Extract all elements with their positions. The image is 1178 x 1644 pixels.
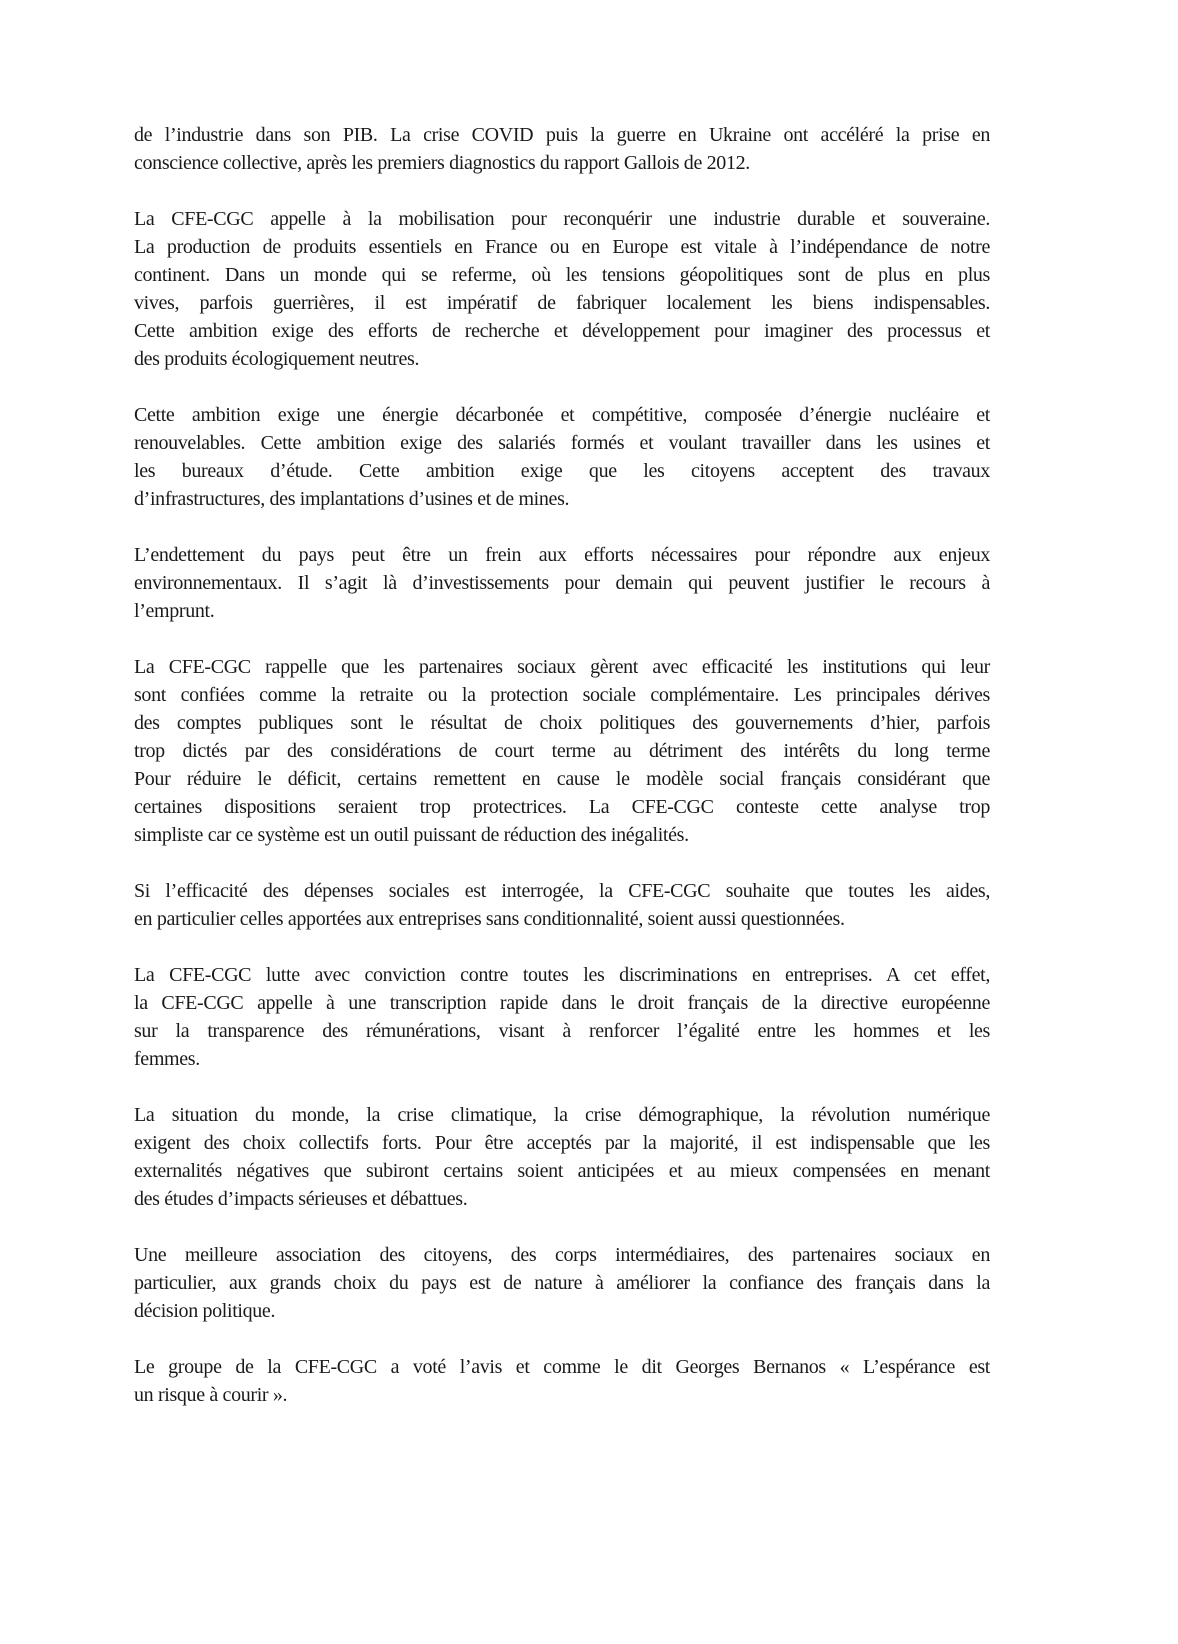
line-text: La situation du monde, la crise climatique, la crise démographique, la révolution numérique <box>134 1104 990 1126</box>
text-line <box>134 149 990 177</box>
text-line <box>134 457 990 485</box>
text-line <box>134 233 990 261</box>
paragraph <box>134 877 990 933</box>
line-text: l’emprunt. <box>134 600 215 622</box>
line-text: la CFE-CGC appelle à une transcription rapide dans le droit français de la directive européenne <box>134 992 990 1014</box>
line-text: L’endettement du pays peut être un frein aux efforts nécessaires pour répondre aux enjeux <box>134 544 990 566</box>
line-text: La CFE-CGC rappelle que les partenaires sociaux gèrent avec efficacité les institutions qui leur <box>134 656 990 678</box>
line-text: Une meilleure association des citoyens, des corps intermédiaires, des partenaires sociaux en <box>134 1244 990 1266</box>
line-text: continent. Dans un monde qui se referme, où les tensions géopolitiques sont de plus en plus <box>134 264 990 286</box>
line-text: d’infrastructures, des implantations d’usines et de mines. <box>134 488 570 510</box>
text-line <box>134 765 990 793</box>
paragraph <box>134 1241 990 1325</box>
line-text: vives, parfois guerrières, il est impératif de fabriquer localement les biens indispensables. <box>134 292 990 314</box>
text-line <box>134 205 990 233</box>
text-line <box>134 261 990 289</box>
text-line <box>134 1381 990 1409</box>
text-line <box>134 821 990 849</box>
line-text: décision politique. <box>134 1300 276 1322</box>
line-text: renouvelables. Cette ambition exige des salariés formés et voulant travailler dans les usines et <box>134 432 990 454</box>
line-text: de l’industrie dans son PIB. La crise COVID puis la guerre en Ukraine ont accéléré la prise en <box>134 124 990 146</box>
line-text: Pour réduire le déficit, certains remettent en cause le modèle social français considérant que <box>134 768 990 790</box>
text-line <box>134 905 990 933</box>
line-text: un risque à courir ». <box>134 1384 288 1406</box>
line-text: conscience collective, après les premiers diagnostics du rapport Gallois de 2012. <box>134 152 750 174</box>
text-line <box>134 317 990 345</box>
paragraph <box>134 653 990 849</box>
line-text: particulier, aux grands choix du pays est de nature à améliorer la confiance des français dans la <box>134 1272 990 1294</box>
line-text: trop dictés par des considérations de court terme au détriment des intérêts du long terme <box>134 740 990 762</box>
text-line <box>134 121 990 149</box>
text-line <box>134 401 990 429</box>
text-line <box>134 709 990 737</box>
text-line <box>134 1185 990 1213</box>
text-line <box>134 1241 990 1269</box>
line-text: sur la transparence des rémunérations, visant à renforcer l’égalité entre les hommes et les <box>134 1020 990 1042</box>
text-line <box>134 1297 990 1325</box>
line-text: sont confiées comme la retraite ou la protection sociale complémentaire. Les principales dérives <box>134 684 990 706</box>
line-text: exigent des choix collectifs forts. Pour être acceptés par la majorité, il est indispensable que les <box>134 1132 990 1154</box>
line-text: Cette ambition exige une énergie décarbonée et compétitive, composée d’énergie nucléaire et <box>134 404 990 426</box>
paragraph <box>134 961 990 1073</box>
line-text: femmes. <box>134 1048 200 1070</box>
line-text: Le groupe de la CFE-CGC a voté l’avis et comme le dit Georges Bernanos « L’espérance est <box>134 1356 990 1378</box>
text-line <box>134 597 990 625</box>
line-text: environnementaux. Il s’agit là d’investissements pour demain qui peuvent justifier le recours à <box>134 572 990 594</box>
text-line <box>134 345 990 373</box>
line-text: La production de produits essentiels en France ou en Europe est vitale à l’indépendance de notre <box>134 236 990 258</box>
text-line <box>134 1157 990 1185</box>
text-line <box>134 793 990 821</box>
text-line <box>134 541 990 569</box>
text-line <box>134 485 990 513</box>
text-line <box>134 1017 990 1045</box>
text-line <box>134 1129 990 1157</box>
line-text: des comptes publiques sont le résultat de choix politiques des gouvernements d’hier, parfois <box>134 712 990 734</box>
text-line <box>134 1045 990 1073</box>
paragraph <box>134 541 990 625</box>
paragraph <box>134 121 990 177</box>
line-text: les bureaux d’étude. Cette ambition exige que les citoyens acceptent des travaux <box>134 460 990 482</box>
line-text: certaines dispositions seraient trop protectrices. La CFE-CGC conteste cette analyse trop <box>134 796 990 818</box>
line-text: des études d’impacts sérieuses et débattues. <box>134 1188 468 1210</box>
line-text: externalités négatives que subiront certains soient anticipées et au mieux compensées en menant <box>134 1160 990 1182</box>
text-line <box>134 569 990 597</box>
text-line <box>134 961 990 989</box>
line-text: des produits écologiquement neutres. <box>134 348 420 370</box>
paragraph <box>134 1353 990 1409</box>
text-line <box>134 289 990 317</box>
line-text: La CFE-CGC lutte avec conviction contre toutes les discriminations en entreprises. A cet effet, <box>134 964 990 986</box>
paragraph <box>134 1101 990 1213</box>
line-text: La CFE-CGC appelle à la mobilisation pour reconquérir une industrie durable et souveraine. <box>134 208 990 230</box>
paragraph <box>134 401 990 513</box>
text-line <box>134 1269 990 1297</box>
line-text: Cette ambition exige des efforts de recherche et développement pour imaginer des processus et <box>134 320 990 342</box>
line-text: Si l’efficacité des dépenses sociales est interrogée, la CFE-CGC souhaite que toutes les aides, <box>134 880 990 902</box>
line-text: en particulier celles apportées aux entreprises sans conditionnalité, soient aussi questionnées. <box>134 908 845 930</box>
text-line <box>134 737 990 765</box>
text-line <box>134 877 990 905</box>
document-page <box>134 121 990 1437</box>
text-line <box>134 653 990 681</box>
text-line <box>134 681 990 709</box>
text-line <box>134 989 990 1017</box>
text-line <box>134 429 990 457</box>
line-text: simpliste car ce système est un outil puissant de réduction des inégalités. <box>134 824 689 846</box>
text-line <box>134 1101 990 1129</box>
paragraph <box>134 205 990 373</box>
text-line <box>134 1353 990 1381</box>
